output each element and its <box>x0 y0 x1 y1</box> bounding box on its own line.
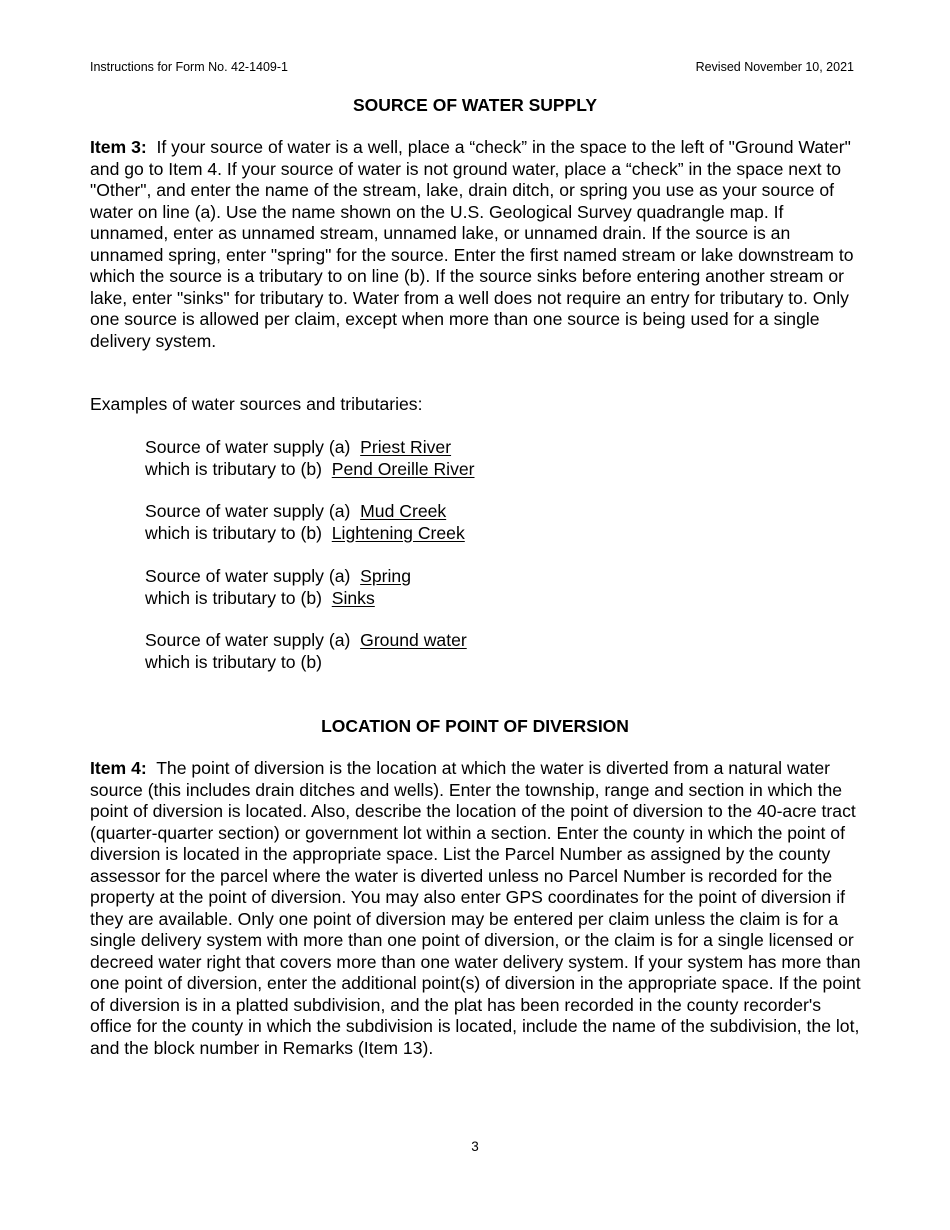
form-title-header: Instructions for Form No. 42-1409-1 <box>90 60 288 74</box>
examples-intro: Examples of water sources and tributaries: <box>90 394 423 414</box>
example-source-value: Spring <box>360 566 411 586</box>
tributary-label: which is tributary to (b) <box>145 458 322 479</box>
example-1 <box>145 437 475 480</box>
section-title-point-of-diversion: LOCATION OF POINT OF DIVERSION <box>321 716 629 736</box>
item-4-paragraph <box>90 758 865 1059</box>
tributary-label: which is tributary to (b) <box>145 587 322 608</box>
example-4 <box>145 630 467 673</box>
item-4-text: The point of diversion is the location at which the water is diverted from a natural water source (this includes drain ditches and wells). Enter the township, range and section in which the point of diversion is located. Also, describe the location of the point of diversion to the 40-acre tract (quarter-quarter section) or government lot within a section. Enter the county in which the point of diversion is located in the appropriate space. List the Parcel Number as assigned by the county assessor for the parcel where the water is diverted unless no Parcel Number is recorded for the property at the point of diversion. You may also enter GPS coordinates for the point of diversion if they are available. Only one point of diversion may be entered per claim unless the claim is for a single delivery system with more than one point of diversion, or the claim is for a single licensed or decreed water right that covers more than one water delivery system. If your system has more than one point of diversion, enter the additional point(s) of diversion in the appropriate space. If the point of diversion is in a platted subdivision, and the plat has been recorded in the county recorder's office for the county in which the subdivision is located, include the name of the subdivision, the lot, and the block number in Remarks (Item 13). <box>90 758 861 1058</box>
revision-date-header: Revised November 10, 2021 <box>695 60 854 74</box>
example-3 <box>145 566 411 609</box>
tributary-label: which is tributary to (b) <box>145 522 322 543</box>
example-source-value: Ground water <box>360 630 467 650</box>
example-tributary-value: Pend Oreille River <box>331 458 475 479</box>
item-3-label: Item 3: <box>90 137 147 157</box>
example-source-value: Priest River <box>360 437 452 457</box>
page-number: 3 <box>471 1139 479 1154</box>
example-tributary-value: Lightening Creek <box>331 522 465 543</box>
example-tributary-value: Sinks <box>331 587 375 608</box>
source-label: Source of water supply (a) <box>145 501 351 521</box>
section-title-source-of-water: SOURCE OF WATER SUPPLY <box>352 95 598 115</box>
example-source-value: Mud Creek <box>360 501 447 521</box>
item-3-paragraph <box>90 137 865 352</box>
tributary-label: which is tributary to (b) <box>145 651 322 672</box>
source-label: Source of water supply (a) <box>145 630 351 650</box>
item-3-text: If your source of water is a well, place a “check” in the space to the left of "Ground Water" and go to Item 4. If your source of water is not ground water, place a “check” in the space next to "Other", and enter the name of the stream, lake, drain ditch, or spring you use as your source of water on line (a). Use the name shown on the U.S. Geological Survey quadrangle map. If unnamed, enter as unnamed stream, unnamed lake, or unnamed drain. If the source is an unnamed spring, enter "spring" for the source. Enter the first named stream or lake downstream to which the source is a tributary to on line (b). If the source sinks before entering another stream or lake, enter "sinks" for tributary to. Water from a well does not require an entry for tributary to. Only one source is allowed per claim, except when more than one source is being used for a single delivery system. <box>90 137 854 351</box>
item-4-label: Item 4: <box>90 758 147 778</box>
source-label: Source of water supply (a) <box>145 566 351 586</box>
example-2 <box>145 501 465 544</box>
source-label: Source of water supply (a) <box>145 437 351 457</box>
